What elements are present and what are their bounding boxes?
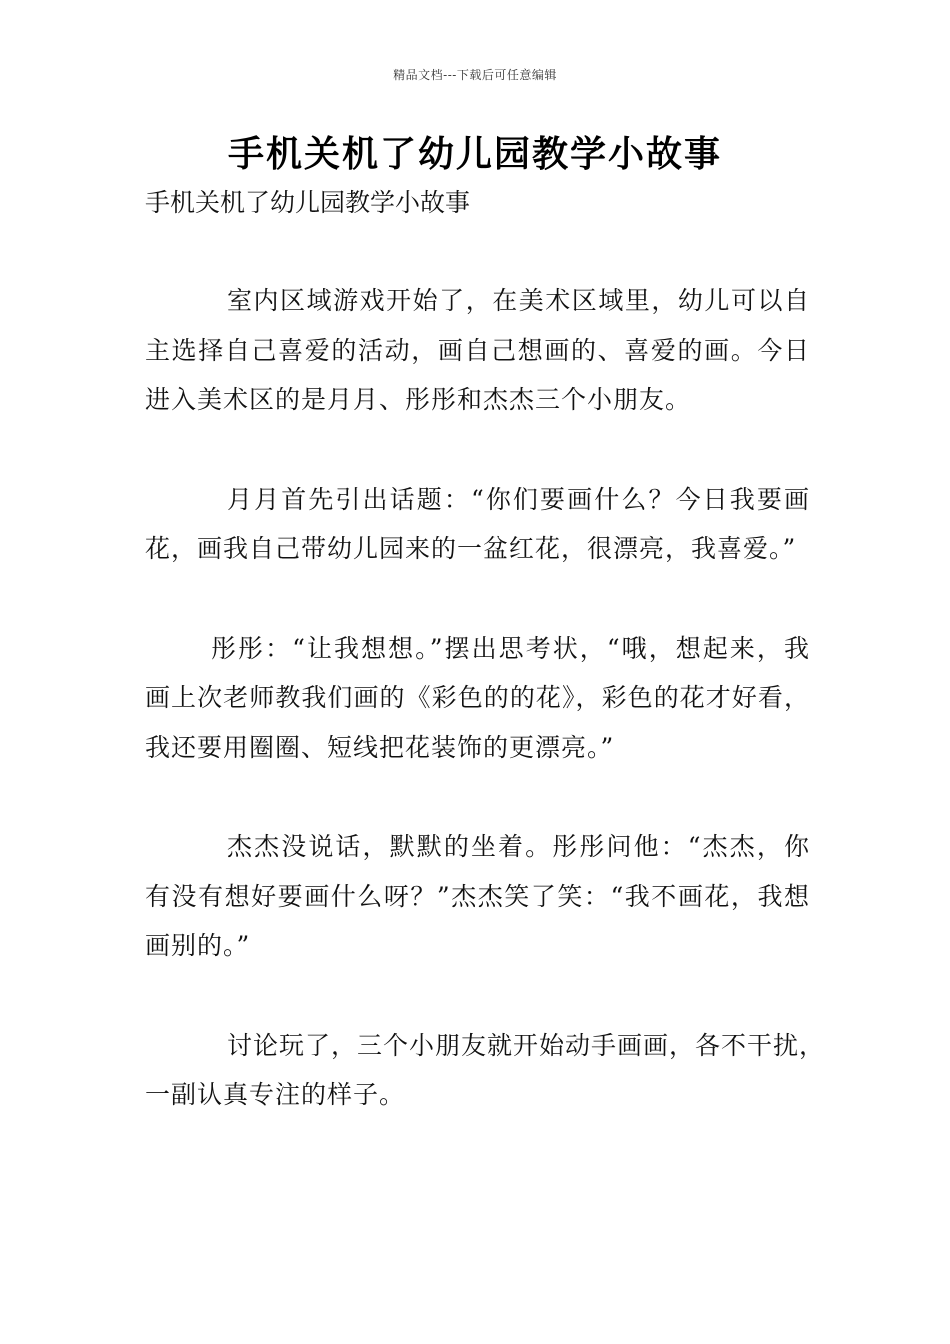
paragraph: 讨论玩了，三个小朋友就开始动手画画，各不干扰，一副认真专注的样子。 (145, 1030, 826, 1109)
document-body (145, 276, 826, 1170)
paragraph: 室内区域游戏开始了，在美术区域里，幼儿可以自主选择自己喜爱的活动，画自己想画的、喜爱的画。今日进入美术区的是月月、彤彤和杰杰三个小朋友。 (145, 286, 810, 414)
header-note: 精品文档---下载后可任意编辑 (393, 68, 557, 82)
paragraph: 彤彤：“让我想想。”摆出思考状，“哦，想起来，我画上次老师教我们画的《彩色的的花》，彩色的花才好看，我还要用圈圈、短线把花装饰的更漂亮。” (145, 633, 810, 762)
document-subtitle: 手机关机了幼儿园教学小故事 (145, 188, 471, 217)
paragraph: 月月首先引出话题：“你们要画什么？今日我要画花，画我自己带幼儿园来的一盆红花，很漂亮，我喜爱。” (145, 484, 810, 563)
document-title: 手机关机了幼儿园教学小故事 (227, 134, 722, 175)
paragraph: 杰杰没说话，默默的坐着。彤彤问他：“杰杰，你有没有想好要画什么呀？”杰杰笑了笑：“我不画花，我想画别的。” (145, 832, 810, 960)
